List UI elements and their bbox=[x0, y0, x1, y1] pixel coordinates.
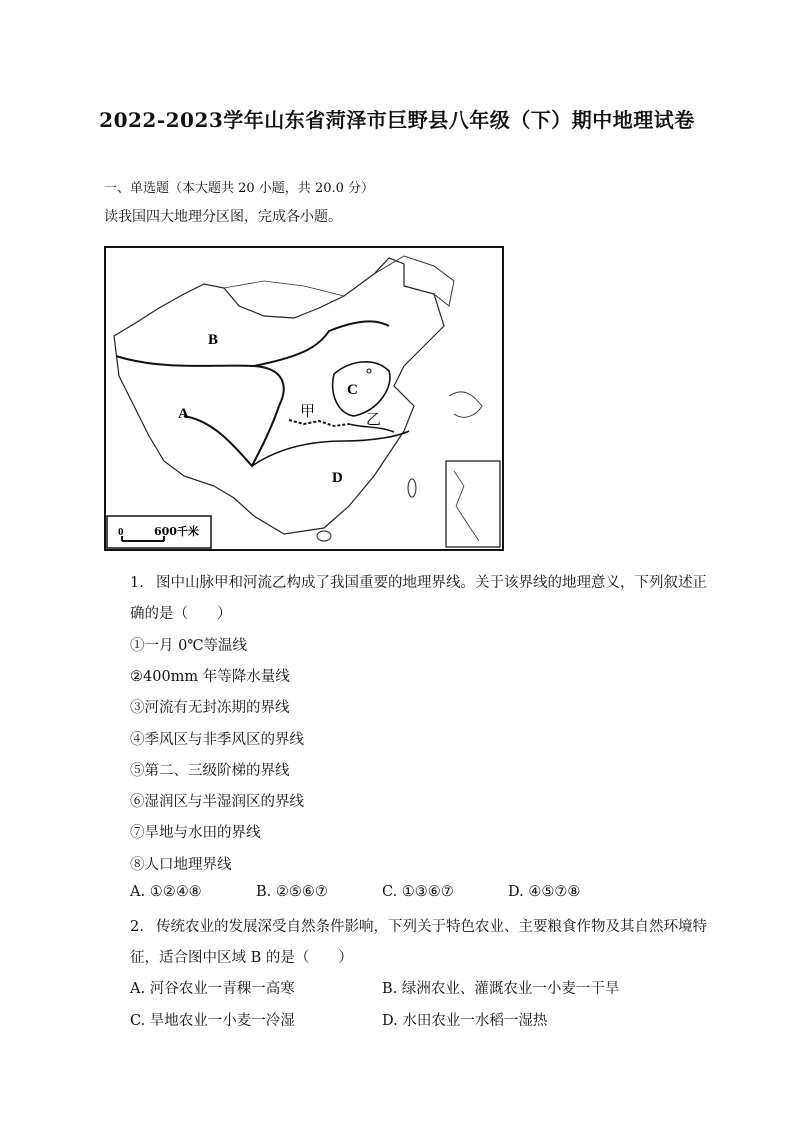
q2-stem-text: 传统农业的发展深受自然条件影响，下列关于特色农业、主要粮食作物及其自然环境特 bbox=[156, 919, 707, 935]
q2-number: 2. bbox=[130, 919, 144, 935]
q1-item-5: ⑤第二、三级阶梯的界线 bbox=[130, 763, 290, 779]
q2-option-c[interactable]: C. 旱地农业一小麦一冷湿 bbox=[130, 1013, 295, 1029]
q1-item-1: ①一月 0℃等温线 bbox=[130, 638, 248, 654]
q1-option-c[interactable]: C. ①③⑥⑦ bbox=[382, 884, 454, 900]
map-label-d: D bbox=[332, 470, 343, 486]
q2-option-a[interactable]: A. 河谷农业一青稞一高寒 bbox=[130, 981, 295, 997]
scale-zero: 0 bbox=[118, 526, 124, 538]
map-label-b: B bbox=[208, 332, 219, 348]
q2-option-b[interactable]: B. 绿洲农业、灌溉农业一小麦一干旱 bbox=[382, 981, 620, 997]
q1-item-7: ⑦旱地与水田的界线 bbox=[130, 825, 261, 841]
q1-option-a[interactable]: A. ①②④⑧ bbox=[130, 884, 202, 900]
q1-item-3: ③河流有无封冻期的界线 bbox=[130, 700, 290, 716]
q1-item-8: ⑧人口地理界线 bbox=[130, 857, 232, 873]
section-heading: 一、单选题（本大题共 20 小题，共 20.0 分） bbox=[104, 181, 375, 196]
q1-stem-line2: 确的是（ ） bbox=[130, 606, 232, 622]
china-regions-map bbox=[104, 246, 504, 551]
q1-number: 1. bbox=[130, 575, 144, 591]
map-label-c: C bbox=[347, 382, 358, 398]
q1-option-d[interactable]: D. ④⑤⑦⑧ bbox=[508, 884, 581, 900]
q1-stem-line1 bbox=[130, 571, 707, 592]
intro-text: 读我国四大地理分区图，完成各小题。 bbox=[104, 209, 342, 225]
q1-stem-text: 图中山脉甲和河流乙构成了我国重要的地理界线。关于该界线的地理意义，下列叙述正 bbox=[156, 575, 707, 591]
map-label-jia: 甲 bbox=[300, 402, 316, 420]
q1-item-2: ②400mm 年等降水量线 bbox=[130, 669, 290, 685]
map-label-yi: 乙 bbox=[366, 410, 382, 428]
q2-option-d[interactable]: D. 水田农业一水稻一湿热 bbox=[382, 1013, 548, 1029]
q1-item-6: ⑥湿润区与半湿润区的界线 bbox=[130, 794, 304, 810]
q2-stem-line2: 征，适合图中区域 B 的是（ ） bbox=[130, 950, 353, 966]
page-title: 2022-2023学年山东省菏泽市巨野县八年级（下）期中地理试卷 bbox=[99, 108, 695, 132]
q1-option-b[interactable]: B. ②⑤⑥⑦ bbox=[256, 884, 328, 900]
q2-stem-line1 bbox=[130, 915, 707, 936]
map-label-a: A bbox=[178, 406, 189, 422]
q1-item-4: ④季风区与非季风区的界线 bbox=[130, 732, 304, 748]
scale-label: 600千米 bbox=[154, 525, 199, 538]
